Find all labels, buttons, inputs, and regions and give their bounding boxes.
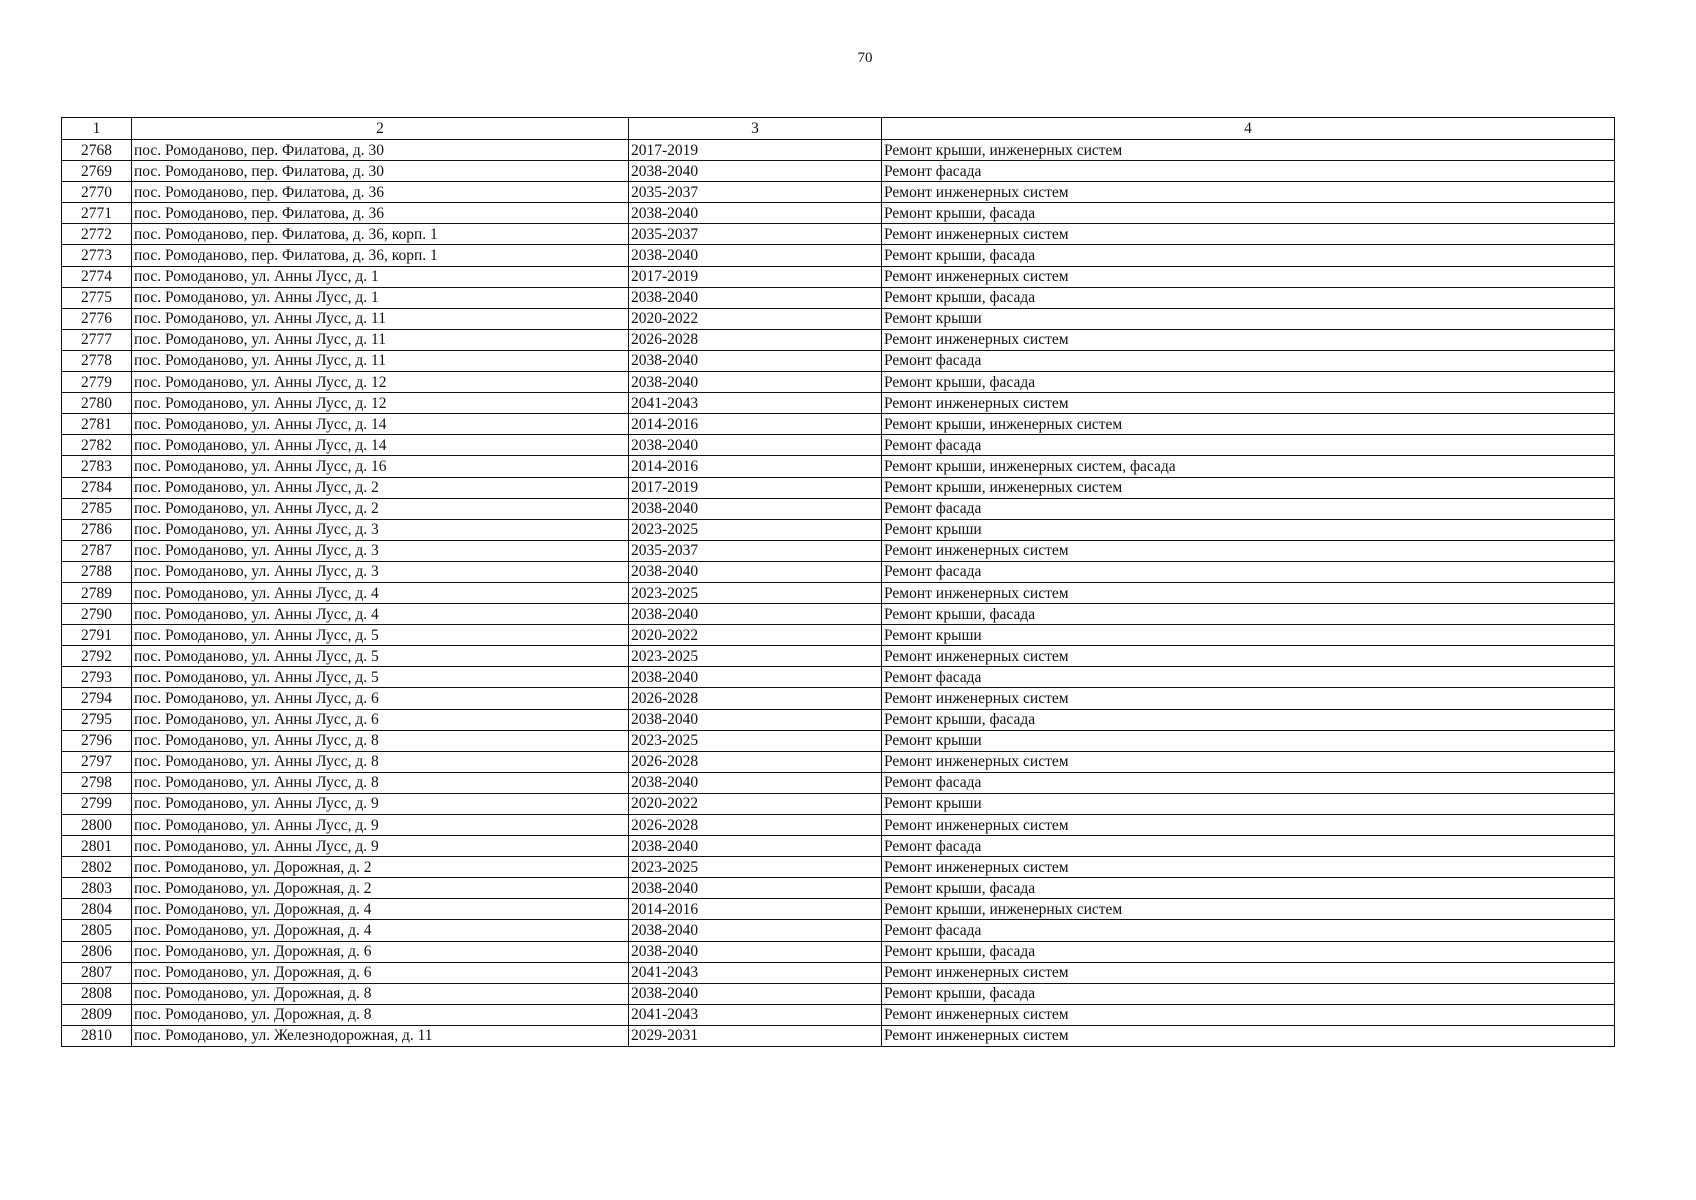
row-number-cell: 2800 [62, 815, 132, 836]
table-row [62, 667, 1615, 688]
period-cell: 2038-2040 [629, 920, 882, 941]
table-row [62, 456, 1615, 477]
row-number-cell: 2771 [62, 203, 132, 224]
work-type-cell: Ремонт крыши, инженерных систем [882, 414, 1615, 435]
row-number-cell: 2787 [62, 540, 132, 561]
table-row [62, 287, 1615, 308]
work-type-cell: Ремонт инженерных систем [882, 751, 1615, 772]
address-cell: пос. Ромоданово, ул. Анны Лусс, д. 11 [132, 329, 629, 350]
address-cell: пос. Ромоданово, ул. Анны Лусс, д. 9 [132, 815, 629, 836]
period-cell: 2035-2037 [629, 540, 882, 561]
address-cell: пос. Ромоданово, ул. Дорожная, д. 4 [132, 899, 629, 920]
work-type-cell: Ремонт фасада [882, 772, 1615, 793]
row-number-cell: 2776 [62, 308, 132, 329]
work-type-cell: Ремонт крыши [882, 793, 1615, 814]
address-cell: пос. Ромоданово, ул. Анны Лусс, д. 12 [132, 393, 629, 414]
work-type-cell: Ремонт крыши, инженерных систем [882, 140, 1615, 161]
work-type-cell: Ремонт крыши, фасада [882, 709, 1615, 730]
row-number-cell: 2775 [62, 287, 132, 308]
row-number-cell: 2798 [62, 772, 132, 793]
period-cell: 2038-2040 [629, 203, 882, 224]
address-cell: пос. Ромоданово, ул. Анны Лусс, д. 1 [132, 287, 629, 308]
period-cell: 2020-2022 [629, 625, 882, 646]
row-number-cell: 2768 [62, 140, 132, 161]
table-row [62, 709, 1615, 730]
address-cell: пос. Ромоданово, пер. Филатова, д. 36, корп. 1 [132, 224, 629, 245]
work-type-cell: Ремонт инженерных систем [882, 1004, 1615, 1025]
address-cell: пос. Ромоданово, ул. Анны Лусс, д. 3 [132, 519, 629, 540]
period-cell: 2026-2028 [629, 751, 882, 772]
table-row [62, 836, 1615, 857]
work-type-cell: Ремонт крыши, инженерных систем [882, 899, 1615, 920]
table-row [62, 604, 1615, 625]
table-header [62, 118, 1615, 140]
table-row [62, 266, 1615, 287]
work-type-cell: Ремонт крыши, инженерных систем, фасада [882, 456, 1615, 477]
period-cell: 2041-2043 [629, 962, 882, 983]
period-cell: 2017-2019 [629, 266, 882, 287]
work-type-cell: Ремонт фасада [882, 350, 1615, 371]
period-cell: 2017-2019 [629, 477, 882, 498]
row-number-cell: 2795 [62, 709, 132, 730]
row-number-cell: 2781 [62, 414, 132, 435]
address-cell: пос. Ромоданово, ул. Анны Лусс, д. 11 [132, 308, 629, 329]
table-row [62, 182, 1615, 203]
period-cell: 2038-2040 [629, 372, 882, 393]
table-row [62, 793, 1615, 814]
address-cell: пос. Ромоданово, ул. Анны Лусс, д. 16 [132, 456, 629, 477]
row-number-cell: 2794 [62, 688, 132, 709]
row-number-cell: 2793 [62, 667, 132, 688]
table-row [62, 688, 1615, 709]
page-number: 70 [857, 50, 873, 66]
period-cell: 2026-2028 [629, 329, 882, 350]
row-number-cell: 2805 [62, 920, 132, 941]
table-row [62, 498, 1615, 519]
row-number-cell: 2806 [62, 941, 132, 962]
period-cell: 2023-2025 [629, 730, 882, 751]
row-number-cell: 2769 [62, 161, 132, 182]
period-cell: 2038-2040 [629, 941, 882, 962]
table-row [62, 646, 1615, 667]
work-type-cell: Ремонт инженерных систем [882, 815, 1615, 836]
address-cell: пос. Ромоданово, пер. Филатова, д. 30 [132, 161, 629, 182]
table-body [62, 140, 1615, 1047]
address-cell: пос. Ромоданово, ул. Анны Лусс, д. 1 [132, 266, 629, 287]
period-cell: 2038-2040 [629, 561, 882, 582]
period-cell: 2020-2022 [629, 793, 882, 814]
table-row [62, 983, 1615, 1004]
header-col-4: 4 [882, 118, 1615, 140]
work-type-cell: Ремонт крыши [882, 730, 1615, 751]
row-number-cell: 2809 [62, 1004, 132, 1025]
table-row [62, 329, 1615, 350]
table-row [62, 751, 1615, 772]
work-type-cell: Ремонт крыши [882, 625, 1615, 646]
work-type-cell: Ремонт крыши, фасада [882, 287, 1615, 308]
address-cell: пос. Ромоданово, ул. Дорожная, д. 8 [132, 1004, 629, 1025]
address-cell: пос. Ромоданово, ул. Анны Лусс, д. 5 [132, 667, 629, 688]
table-row [62, 962, 1615, 983]
address-cell: пос. Ромоданово, пер. Филатова, д. 36, корп. 1 [132, 245, 629, 266]
period-cell: 2038-2040 [629, 435, 882, 456]
table-row [62, 372, 1615, 393]
period-cell: 2026-2028 [629, 815, 882, 836]
row-number-cell: 2779 [62, 372, 132, 393]
period-cell: 2023-2025 [629, 857, 882, 878]
work-type-cell: Ремонт крыши, фасада [882, 245, 1615, 266]
work-type-cell: Ремонт крыши [882, 519, 1615, 540]
row-number-cell: 2770 [62, 182, 132, 203]
address-cell: пос. Ромоданово, ул. Анны Лусс, д. 4 [132, 604, 629, 625]
table-row [62, 414, 1615, 435]
table-row [62, 245, 1615, 266]
header-col-2: 2 [132, 118, 629, 140]
work-type-cell: Ремонт фасада [882, 667, 1615, 688]
address-cell: пос. Ромоданово, ул. Анны Лусс, д. 5 [132, 625, 629, 646]
period-cell: 2038-2040 [629, 604, 882, 625]
address-cell: пос. Ромоданово, ул. Дорожная, д. 6 [132, 962, 629, 983]
row-number-cell: 2802 [62, 857, 132, 878]
period-cell: 2038-2040 [629, 709, 882, 730]
table-row [62, 1004, 1615, 1025]
row-number-cell: 2783 [62, 456, 132, 477]
address-cell: пос. Ромоданово, ул. Анны Лусс, д. 3 [132, 540, 629, 561]
table-row [62, 772, 1615, 793]
period-cell: 2038-2040 [629, 667, 882, 688]
period-cell: 2038-2040 [629, 498, 882, 519]
table-row [62, 899, 1615, 920]
work-type-cell: Ремонт инженерных систем [882, 1025, 1615, 1046]
address-cell: пос. Ромоданово, пер. Филатова, д. 36 [132, 182, 629, 203]
work-type-cell: Ремонт инженерных систем [882, 582, 1615, 603]
work-type-cell: Ремонт инженерных систем [882, 266, 1615, 287]
table-row [62, 477, 1615, 498]
work-type-cell: Ремонт инженерных систем [882, 688, 1615, 709]
address-cell: пос. Ромоданово, ул. Анны Лусс, д. 8 [132, 772, 629, 793]
period-cell: 2035-2037 [629, 224, 882, 245]
row-number-cell: 2789 [62, 582, 132, 603]
row-number-cell: 2784 [62, 477, 132, 498]
period-cell: 2023-2025 [629, 519, 882, 540]
work-type-cell: Ремонт инженерных систем [882, 329, 1615, 350]
address-cell: пос. Ромоданово, ул. Дорожная, д. 4 [132, 920, 629, 941]
row-number-cell: 2773 [62, 245, 132, 266]
address-cell: пос. Ромоданово, ул. Анны Лусс, д. 12 [132, 372, 629, 393]
row-number-cell: 2788 [62, 561, 132, 582]
row-number-cell: 2797 [62, 751, 132, 772]
period-cell: 2038-2040 [629, 350, 882, 371]
row-number-cell: 2790 [62, 604, 132, 625]
table-row [62, 435, 1615, 456]
row-number-cell: 2792 [62, 646, 132, 667]
period-cell: 2029-2031 [629, 1025, 882, 1046]
row-number-cell: 2799 [62, 793, 132, 814]
row-number-cell: 2808 [62, 983, 132, 1004]
address-cell: пос. Ромоданово, ул. Анны Лусс, д. 6 [132, 709, 629, 730]
row-number-cell: 2778 [62, 350, 132, 371]
row-number-cell: 2807 [62, 962, 132, 983]
period-cell: 2041-2043 [629, 393, 882, 414]
work-type-cell: Ремонт фасада [882, 561, 1615, 582]
table-row [62, 203, 1615, 224]
period-cell: 2026-2028 [629, 688, 882, 709]
address-cell: пос. Ромоданово, ул. Железнодорожная, д. 11 [132, 1025, 629, 1046]
header-row [62, 118, 1615, 140]
table-row [62, 1025, 1615, 1046]
row-number-cell: 2785 [62, 498, 132, 519]
row-number-cell: 2772 [62, 224, 132, 245]
address-cell: пос. Ромоданово, пер. Филатова, д. 36 [132, 203, 629, 224]
address-cell: пос. Ромоданово, ул. Дорожная, д. 2 [132, 857, 629, 878]
period-cell: 2014-2016 [629, 456, 882, 477]
row-number-cell: 2774 [62, 266, 132, 287]
table-row [62, 625, 1615, 646]
header-col-1: 1 [62, 118, 132, 140]
work-type-cell: Ремонт фасада [882, 498, 1615, 519]
address-cell: пос. Ромоданово, ул. Дорожная, д. 6 [132, 941, 629, 962]
work-type-cell: Ремонт крыши, фасада [882, 983, 1615, 1004]
period-cell: 2017-2019 [629, 140, 882, 161]
work-type-cell: Ремонт крыши [882, 308, 1615, 329]
address-cell: пос. Ромоданово, ул. Анны Лусс, д. 11 [132, 350, 629, 371]
table-row [62, 857, 1615, 878]
work-type-cell: Ремонт инженерных систем [882, 224, 1615, 245]
work-type-cell: Ремонт инженерных систем [882, 646, 1615, 667]
table-row [62, 308, 1615, 329]
period-cell: 2041-2043 [629, 1004, 882, 1025]
table-row [62, 561, 1615, 582]
work-type-cell: Ремонт крыши, фасада [882, 878, 1615, 899]
work-type-cell: Ремонт инженерных систем [882, 540, 1615, 561]
period-cell: 2038-2040 [629, 878, 882, 899]
table-row [62, 350, 1615, 371]
period-cell: 2038-2040 [629, 836, 882, 857]
work-type-cell: Ремонт фасада [882, 161, 1615, 182]
row-number-cell: 2801 [62, 836, 132, 857]
period-cell: 2023-2025 [629, 582, 882, 603]
period-cell: 2035-2037 [629, 182, 882, 203]
table-row [62, 161, 1615, 182]
work-type-cell: Ремонт инженерных систем [882, 393, 1615, 414]
work-type-cell: Ремонт крыши, фасада [882, 941, 1615, 962]
table-row [62, 941, 1615, 962]
work-type-cell: Ремонт инженерных систем [882, 962, 1615, 983]
row-number-cell: 2810 [62, 1025, 132, 1046]
table-row [62, 582, 1615, 603]
address-cell: пос. Ромоданово, пер. Филатова, д. 30 [132, 140, 629, 161]
period-cell: 2014-2016 [629, 899, 882, 920]
address-cell: пос. Ромоданово, ул. Анны Лусс, д. 14 [132, 435, 629, 456]
table-row [62, 815, 1615, 836]
address-cell: пос. Ромоданово, ул. Дорожная, д. 2 [132, 878, 629, 899]
row-number-cell: 2777 [62, 329, 132, 350]
work-type-cell: Ремонт фасада [882, 920, 1615, 941]
table-row [62, 540, 1615, 561]
row-number-cell: 2796 [62, 730, 132, 751]
period-cell: 2038-2040 [629, 287, 882, 308]
repair-schedule-table [61, 117, 1615, 1047]
address-cell: пос. Ромоданово, ул. Анны Лусс, д. 3 [132, 561, 629, 582]
row-number-cell: 2804 [62, 899, 132, 920]
work-type-cell: Ремонт фасада [882, 836, 1615, 857]
address-cell: пос. Ромоданово, ул. Анны Лусс, д. 9 [132, 836, 629, 857]
table-row [62, 878, 1615, 899]
address-cell: пос. Ромоданово, ул. Анны Лусс, д. 2 [132, 477, 629, 498]
period-cell: 2023-2025 [629, 646, 882, 667]
address-cell: пос. Ромоданово, ул. Анны Лусс, д. 2 [132, 498, 629, 519]
period-cell: 2038-2040 [629, 772, 882, 793]
header-col-3: 3 [629, 118, 882, 140]
work-type-cell: Ремонт фасада [882, 435, 1615, 456]
row-number-cell: 2803 [62, 878, 132, 899]
work-type-cell: Ремонт крыши, фасада [882, 604, 1615, 625]
row-number-cell: 2782 [62, 435, 132, 456]
table-row [62, 140, 1615, 161]
work-type-cell: Ремонт крыши, инженерных систем [882, 477, 1615, 498]
address-cell: пос. Ромоданово, ул. Анны Лусс, д. 8 [132, 751, 629, 772]
table-row [62, 730, 1615, 751]
period-cell: 2020-2022 [629, 308, 882, 329]
work-type-cell: Ремонт крыши, фасада [882, 372, 1615, 393]
work-type-cell: Ремонт инженерных систем [882, 857, 1615, 878]
address-cell: пос. Ромоданово, ул. Анны Лусс, д. 6 [132, 688, 629, 709]
period-cell: 2038-2040 [629, 983, 882, 1004]
address-cell: пос. Ромоданово, ул. Анны Лусс, д. 5 [132, 646, 629, 667]
address-cell: пос. Ромоданово, ул. Анны Лусс, д. 9 [132, 793, 629, 814]
work-type-cell: Ремонт крыши, фасада [882, 203, 1615, 224]
address-cell: пос. Ромоданово, ул. Анны Лусс, д. 8 [132, 730, 629, 751]
table-row [62, 519, 1615, 540]
address-cell: пос. Ромоданово, ул. Дорожная, д. 8 [132, 983, 629, 1004]
address-cell: пос. Ромоданово, ул. Анны Лусс, д. 4 [132, 582, 629, 603]
row-number-cell: 2786 [62, 519, 132, 540]
table-row [62, 224, 1615, 245]
table-row [62, 920, 1615, 941]
table-row [62, 393, 1615, 414]
row-number-cell: 2780 [62, 393, 132, 414]
address-cell: пос. Ромоданово, ул. Анны Лусс, д. 14 [132, 414, 629, 435]
period-cell: 2038-2040 [629, 161, 882, 182]
row-number-cell: 2791 [62, 625, 132, 646]
period-cell: 2014-2016 [629, 414, 882, 435]
period-cell: 2038-2040 [629, 245, 882, 266]
work-type-cell: Ремонт инженерных систем [882, 182, 1615, 203]
